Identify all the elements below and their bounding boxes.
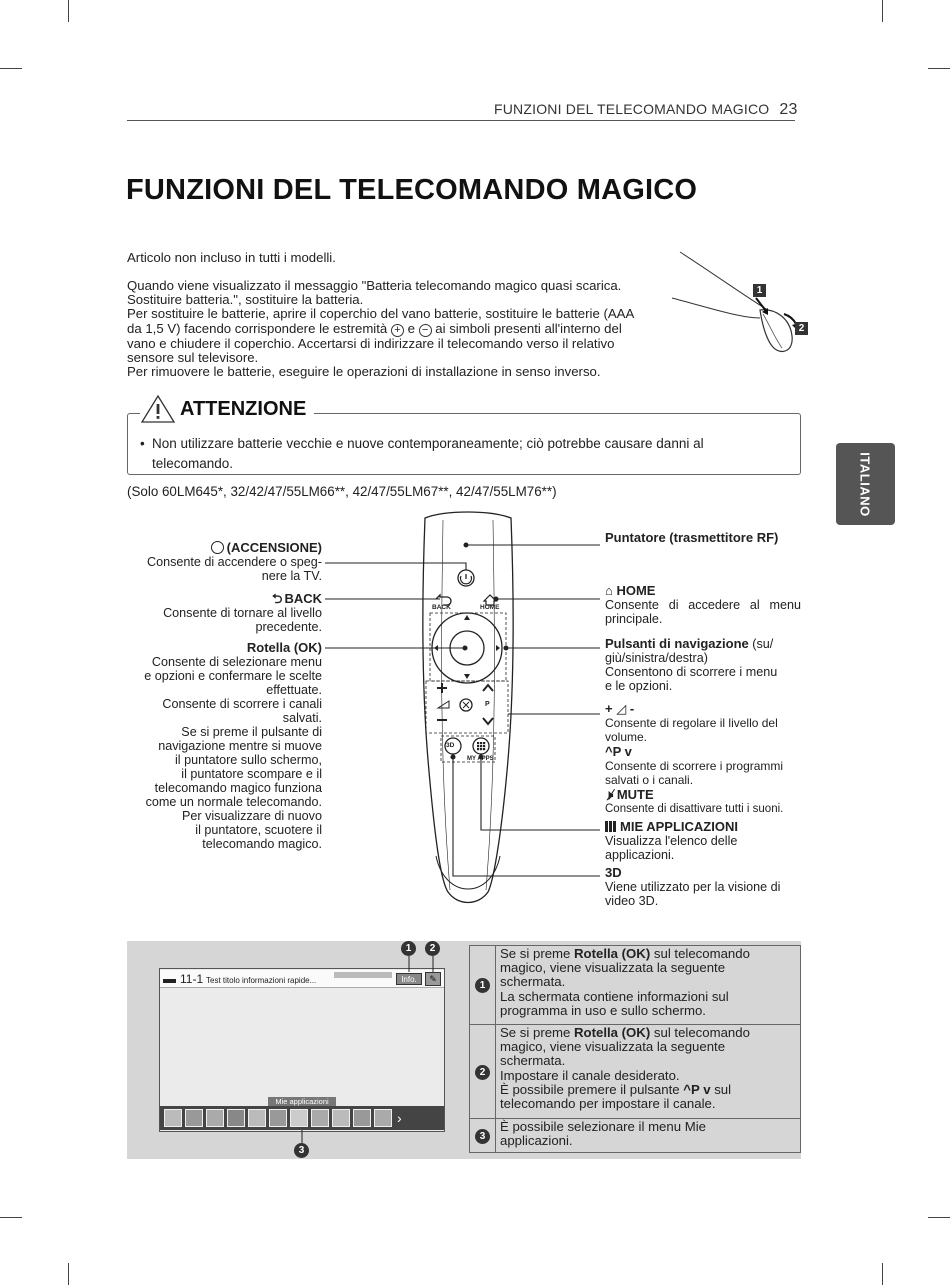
chevron-right-icon[interactable]: ›	[397, 1110, 402, 1126]
back-icon: ⮌	[272, 591, 283, 606]
home-icon: ⌂	[605, 583, 617, 598]
intro-line: vano e chiudere il coperchio. Accertarsi di indirizzare il telecomando verso il relativo	[127, 335, 615, 351]
label-navigation: Pulsanti di navigazione (su/ giù/sinistra/destra) Consentono di scorrere i menu e le opzioni.	[605, 636, 778, 693]
edit-icon: ✎	[429, 974, 437, 984]
intro-line: sensore sul televisore.	[127, 349, 259, 365]
callout-badge: 1	[401, 941, 416, 956]
running-header-title: FUNZIONI DEL TELECOMANDO MAGICO	[494, 101, 770, 117]
channel-number: 11-1	[180, 972, 204, 986]
callout-table	[469, 945, 801, 1153]
label-program: ^P v Consente di scorrere i programmi salvati o i canali.	[605, 744, 784, 787]
label-myapps: MIE APPLICAZIONI Visualizza l'elenco delle applicazioni.	[605, 819, 738, 862]
intro-line: Per rimuovere le batterie, eseguire le operazioni di installazione in senso inverso.	[127, 364, 601, 380]
remote-p-label: P	[485, 701, 490, 708]
warning-title: ATTENZIONE	[180, 397, 307, 420]
label-home: ⌂ HOME Consente di accedere al menu principale.	[605, 583, 801, 626]
battery-step-badge: 2	[795, 322, 808, 335]
table-row: 1 Se si preme Rotella (OK) sul telecomando magico, viene visualizzata la seguente schermata. La schermata contiene informazioni sul programma in uso e sullo schermo.	[470, 946, 801, 1025]
page-number: 23	[779, 101, 798, 118]
label-volume: + ◿ - Consente di regolare il livello del volume.	[605, 701, 778, 744]
label-power: (ACCENSIONE) Consente di accendere o speg- nere la TV.	[146, 540, 322, 583]
models-note: (Solo 60LM645*, 32/42/47/55LM66**, 42/47/55LM67**, 42/47/55LM76**)	[127, 484, 557, 499]
table-row: 3 È possibile selezionare il menu Mie applicazioni.	[470, 1119, 801, 1153]
label-pointer: Puntatore (trasmettitore RF)	[605, 530, 779, 545]
label-wheel: Rotella (OK) Consente di selezionare menu e opzioni e confermare le scelte effettuate. Consente di scorrere i canali salvati. Se si preme il pulsante di navigazione mentre si muove il puntatore sullo schermo, il puntatore scompare e il telecomando magico funziona come un normale telecomando. Per visualizzare di nuovo il puntatore, scuotere il telecomando magico.	[144, 640, 322, 851]
intro-note: Articolo non incluso in tutti i modelli.	[127, 250, 336, 265]
apps-label-tab: Mie applicazioni	[268, 1097, 336, 1107]
intro-line: Per sostituire le batterie, aprire il coperchio del vano batterie, sostituire le batterie (AAA	[127, 306, 635, 322]
info-button[interactable]: Info.	[396, 973, 422, 985]
intro-line: Sostituire batteria.", sostituire la batteria.	[127, 292, 364, 308]
program-title: Test titolo informazioni rapide...	[206, 976, 317, 985]
page-title: FUNZIONI DEL TELECOMANDO MAGICO	[126, 174, 698, 206]
warning-bullet: • Non utilizzare batterie vecchie e nuove contemporaneamente; ciò potrebbe causare danni al telecomando.	[140, 436, 704, 471]
table-row: 2 Se si preme Rotella (OK) sul telecomando magico, viene visualizzata la seguente schermata. Impostare il canale desiderato. È possibile premere il pulsante ^P v sul telecomando per impostare il canale.	[470, 1025, 801, 1119]
remote-myapps-label: MY APPS	[467, 756, 494, 762]
label-3d: 3D Viene utilizzato per la visione di video 3D.	[605, 865, 781, 908]
intro-line: Quando viene visualizzato il messaggio "Batteria telecomando magico quasi scarica.	[127, 278, 622, 293]
intro-polarity-line: da 1,5 V) facendo corrispondere le estremità + e − ai simboli presenti all'interno del	[127, 320, 622, 336]
callout-badge: 3	[294, 1143, 309, 1158]
callout-badge: 2	[425, 941, 440, 956]
minus-symbol: −	[419, 324, 432, 337]
battery-step-badge: 1	[753, 284, 766, 297]
remote-3d-label: 3D	[446, 742, 455, 749]
plus-symbol: +	[391, 324, 404, 337]
remote-home-label: HOME	[480, 604, 500, 611]
language-tab-label: ITALIANO	[858, 451, 874, 517]
remote-back-label: BACK	[432, 604, 451, 611]
label-back: ⮌ BACK Consente di tornare al livello precedente.	[163, 591, 322, 634]
label-mute: 🕨̸ MUTE Consente di disattivare tutti i suoni.	[605, 787, 784, 815]
mute-icon: 🕨̸	[605, 787, 617, 802]
